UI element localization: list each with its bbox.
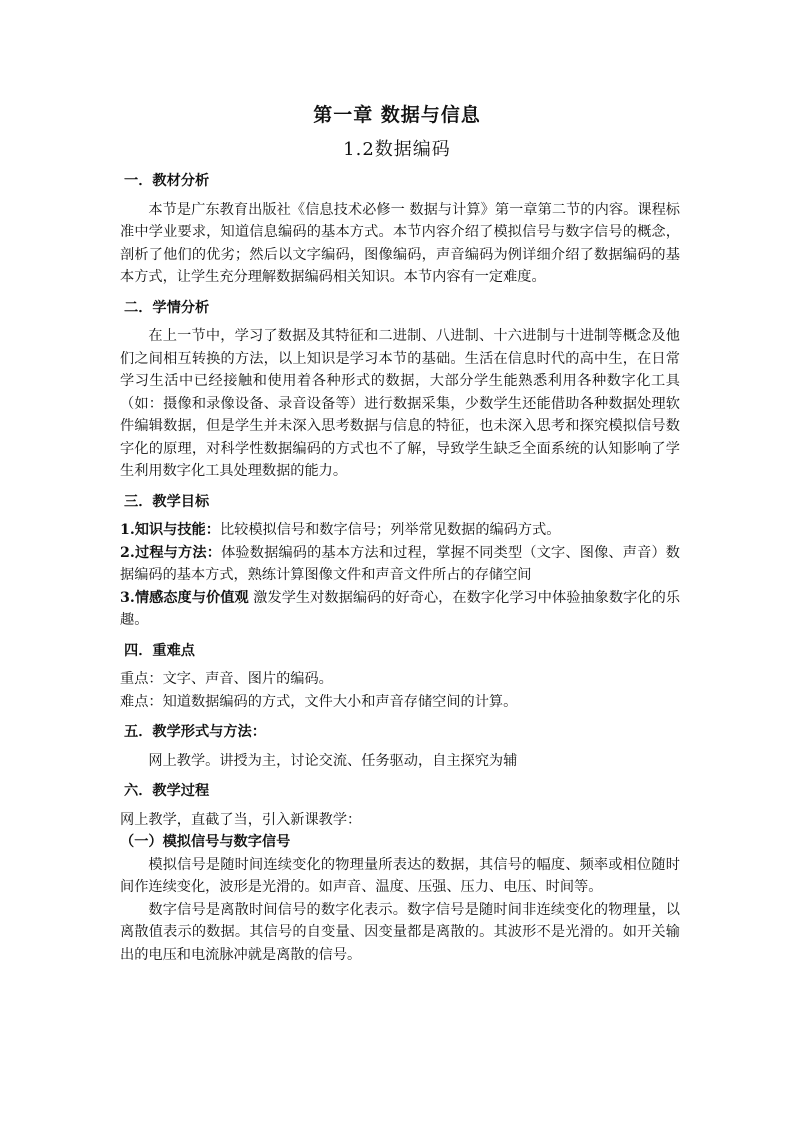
heading-teaching-process: 六．教学过程	[124, 783, 210, 799]
key-point: 重点：文字、声音、图片的编码。	[120, 671, 333, 687]
goal-knowledge	[120, 519, 680, 542]
document-body	[120, 170, 680, 966]
heading-student-analysis: 二．学情分析	[124, 299, 210, 316]
section-title: 1.2数据编码	[343, 139, 451, 160]
textbook-analysis-paragraph: 本节是广东教育出版社《信息技术必修一 数据与计算》第一章第二节的内容。课程标准中学业要求，知道信息编码的基本方式。本节内容介绍了模拟信号与数字信号的概念，剖析了他们的优劣；然后以文字编码，图像编码，声音编码为例详细介绍了数据编码的基本方式，让学生充分理解数据编码相关知识。本节内容有一定难度。	[120, 201, 680, 285]
goal-knowledge-label: 1.知识与技能：	[120, 522, 220, 538]
goal-attitude-label: 3.情感态度与价值观	[120, 589, 249, 606]
heading-key-points: 四．重难点	[124, 642, 195, 659]
goal-attitude-text: 激发学生对数据编码的好奇心，在数字化学习中体验抽象数字化的乐趣。	[120, 589, 681, 628]
goal-process-text: 体验数据编码的基本方法和过程，掌握不同类型（文字、图像、声音）数据编码的基本方式，熟练计算图像文件和声音文件所占的存储空间	[120, 544, 680, 583]
heading-teaching-methods: 五．教学形式与方法：	[124, 724, 266, 740]
digital-signal-paragraph: 数字信号是离散时间信号的数字化表示。数字信号是随时间非连续变化的物理量，以离散值表示的数据。其信号的自变量、因变量都是离散的。其波形不是光滑的。如开关输出的电压和电流脉冲就是离散的信号。	[120, 901, 680, 963]
chapter-title: 第一章 数据与信息	[313, 104, 481, 126]
heading-teaching-goals: 三．教学目标	[124, 493, 210, 510]
heading-textbook-analysis: 一．教材分析	[124, 173, 210, 189]
student-analysis-paragraph: 在上一节中，学习了数据及其特征和二进制、八进制、十六进制与十进制等概念及他们之间相互转换的方法，以上知识是学习本节的基础。生活在信息时代的高中生，在日常学习生活中已经接触和使用着各种形式的数据，大部分学生能熟悉利用各种数字化工具（如：摄像和录像设备、录音设备等）进行数据采集，少数学生还能借助各种数据处理软件编辑数据，但是学生并未深入思考数据与信息的特征，也未深入思考和探究模拟信号数字化的原理，对科学性数据编码的方式也不了解，导致学生缺乏全面系统的认知影响了学生利用数字化工具处理数据的能力。	[120, 328, 680, 479]
teaching-process-intro: 网上教学，直截了当，引入新课教学：	[120, 811, 362, 828]
goal-attitude	[120, 587, 680, 632]
difficult-point: 难点：知道数据编码的方式，文件大小和声音存储空间的计算。	[120, 693, 518, 710]
analog-signal-paragraph: 模拟信号是随时间连续变化的物理量所表达的数据，其信号的幅度、频率或相位随时间作连续变化，波形是光滑的。如声音、温度、压强、压力、电压、时间等。	[120, 856, 680, 895]
subheading-analog-digital: （一）模拟信号与数字信号	[120, 834, 291, 850]
goal-process	[120, 542, 680, 587]
goal-process-label: 2.过程与方法：	[120, 544, 222, 561]
goal-knowledge-text: 比较模拟信号和数字信号；列举常见数据的编码方式。	[219, 522, 561, 538]
teaching-methods-paragraph: 网上教学。讲授为主，讨论交流、任务驱动，自主探究为辅	[148, 752, 518, 769]
